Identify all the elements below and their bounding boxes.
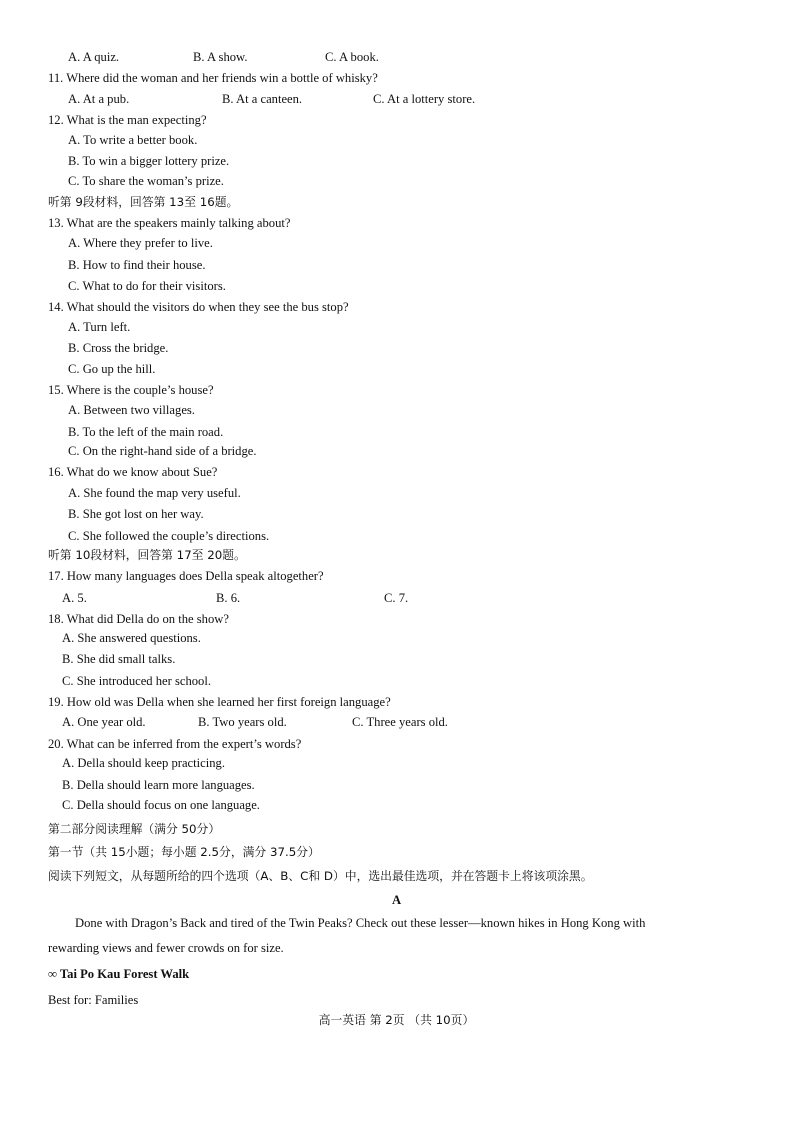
passage-letter: A — [391, 893, 402, 907]
q16-stem: 16. What do we know about Sue? — [48, 465, 218, 479]
q12-option-c: C. To share the woman’s prize. — [68, 174, 224, 188]
page-footer: 高一英语 第 2页 （共 10页） — [318, 1013, 475, 1027]
q15-option-c: C. On the right-hand side of a bridge. — [68, 444, 257, 458]
q10-option-c: C. A book. — [325, 50, 379, 64]
q13-option-b: B. How to find their house. — [68, 258, 206, 272]
reading-instructions: 阅读下列短文，从每题所给的四个选项（A、B、C和 D）中，选出最佳选项，并在答题卡上将该项涂黑。 — [48, 869, 593, 883]
q20-option-a: A. Della should keep practicing. — [62, 756, 225, 770]
q11-option-a: A. At a pub. — [68, 92, 130, 106]
q19-option-a: A. One year old. — [62, 715, 146, 729]
q18-option-a: A. She answered questions. — [62, 631, 201, 645]
walk-title: Tai Po Kau Forest Walk — [59, 967, 190, 981]
q11-option-b: B. At a canteen. — [222, 92, 303, 106]
q18-option-c: C. She introduced her school. — [62, 674, 211, 688]
q12-stem: 12. What is the man expecting? — [48, 113, 207, 127]
q12-option-b: B. To win a bigger lottery prize. — [68, 154, 230, 168]
q20-option-b: B. Della should learn more languages. — [62, 778, 255, 792]
q17-option-a: A. 5. — [62, 591, 87, 605]
section-9-heading: 听第 9段材料，回答第 13至 16题。 — [48, 195, 239, 209]
q17-stem: 17. How many languages does Della speak altogether? — [48, 569, 324, 583]
q13-option-c: C. What to do for their visitors. — [68, 279, 226, 293]
q10-option-a: A. A quiz. — [68, 50, 120, 64]
q20-option-c: C. Della should focus on one language. — [62, 798, 260, 812]
walk-title-row — [48, 967, 189, 982]
infinity-icon: ∞ — [48, 967, 57, 981]
passage-intro-line-1: Done with Dragon’s Back and tired of the Twin Peaks? Check out these lesser—known hikes in Hong Kong with — [75, 916, 646, 930]
q18-option-b: B. She did small talks. — [62, 652, 176, 666]
q19-option-b: B. Two years old. — [198, 715, 287, 729]
q15-stem: 15. Where is the couple’s house? — [48, 383, 214, 397]
q12-option-a: A. To write a better book. — [68, 133, 198, 147]
q17-option-c: C. 7. — [384, 591, 409, 605]
q14-option-c: C. Go up the hill. — [68, 362, 156, 376]
q20-stem: 20. What can be inferred from the expert’s words? — [48, 737, 302, 751]
q14-option-a: A. Turn left. — [68, 320, 131, 334]
q15-option-a: A. Between two villages. — [68, 403, 195, 417]
q19-stem: 19. How old was Della when she learned her first foreign language? — [48, 695, 391, 709]
q16-option-a: A. She found the map very useful. — [68, 486, 241, 500]
q17-option-b: B. 6. — [216, 591, 241, 605]
q13-option-a: A. Where they prefer to live. — [68, 236, 213, 250]
q14-option-b: B. Cross the bridge. — [68, 341, 169, 355]
q19-option-c: C. Three years old. — [352, 715, 448, 729]
part-2-heading: 第二部分阅读理解（满分 50分） — [48, 822, 221, 836]
q18-stem: 18. What did Della do on the show? — [48, 612, 229, 626]
section-1-heading: 第一节（共 15小题；每小题 2.5分，满分 37.5分） — [48, 845, 320, 859]
q16-option-b: B. She got lost on her way. — [68, 507, 204, 521]
best-for: Best for: Families — [48, 993, 139, 1007]
q11-stem: 11. Where did the woman and her friends win a bottle of whisky? — [48, 71, 378, 85]
q13-stem: 13. What are the speakers mainly talking about? — [48, 216, 291, 230]
q15-option-b: B. To the left of the main road. — [68, 425, 224, 439]
passage-intro-line-2: rewarding views and fewer crowds on for size. — [48, 941, 284, 955]
section-10-heading: 听第 10段材料，回答第 17至 20题。 — [48, 548, 246, 562]
q14-stem: 14. What should the visitors do when they see the bus stop? — [48, 300, 349, 314]
q16-option-c: C. She followed the couple’s directions. — [68, 529, 270, 543]
q10-option-b: B. A show. — [193, 50, 248, 64]
q11-option-c: C. At a lottery store. — [373, 92, 476, 106]
